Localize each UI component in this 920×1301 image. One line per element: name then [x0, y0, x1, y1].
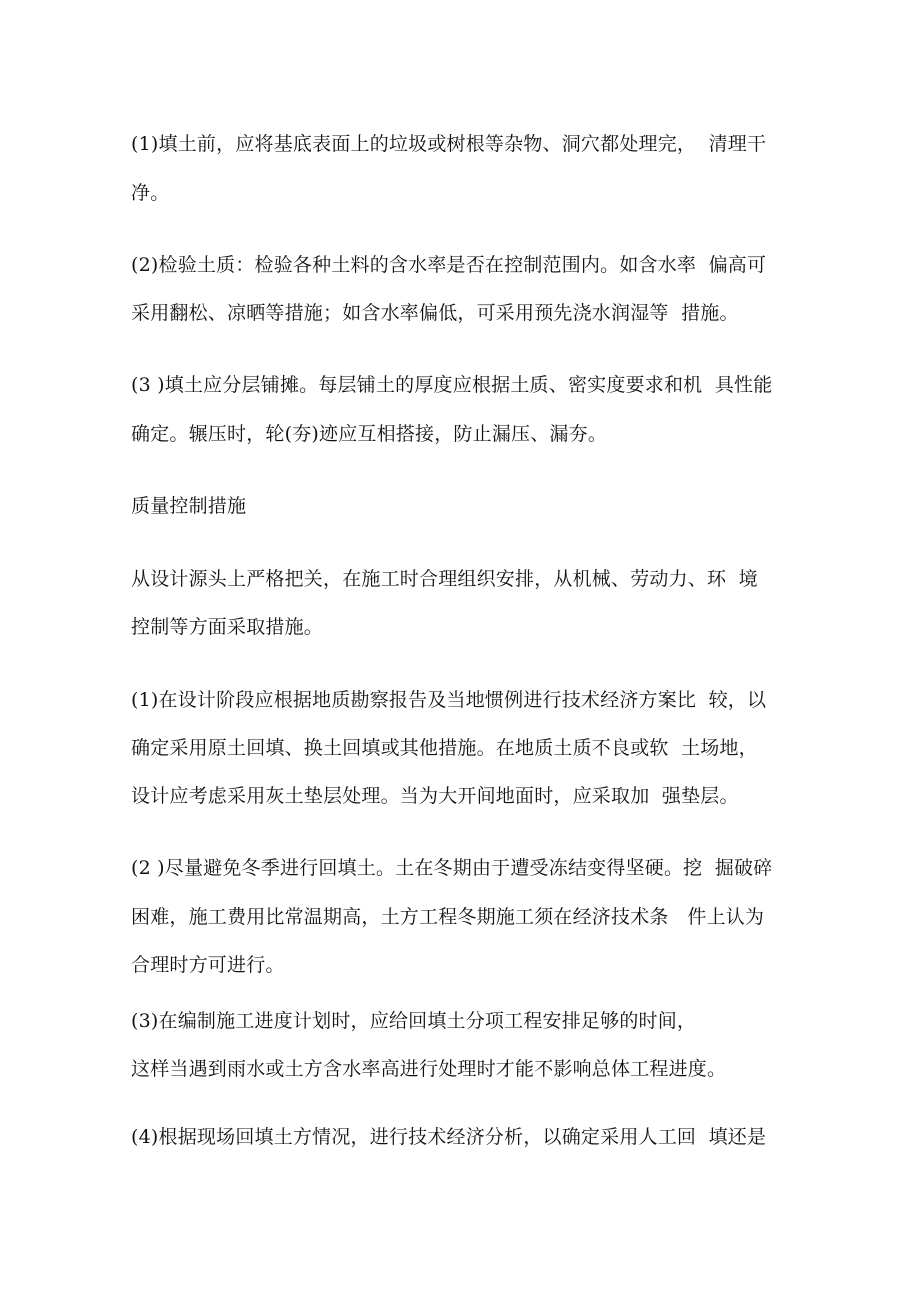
paragraph-6-line-2: 困难，施工费用比常温期高，土方工程冬期施工须在经济技术条 件上认为	[131, 906, 765, 928]
paragraph-5-line-1: (1)在设计阶段应根据地质勘察报告及当地惯例进行技术经济方案比 较，以	[131, 689, 767, 711]
section-heading: 质量控制措施	[131, 495, 247, 517]
paragraph-5-line-2: 确定采用原土回填、换土回填或其他措施。在地质土质不良或软 土场地，	[131, 737, 758, 759]
paragraph-6-line-1: (2 )尽量避免冬季进行回填土。土在冬期由于遭受冻结变得坚硬。挖 掘破碎	[131, 857, 773, 879]
paragraph-2-line-1: (2)检验土质：检验各种土料的含水率是否在控制范围内。如含水率 偏高可	[131, 254, 767, 276]
paragraph-7-line-2: 这样当遇到雨水或土方含水率高进行处理时才能不影响总体工程进度。	[131, 1058, 727, 1080]
paragraph-6-line-3: 合理时方可进行。	[131, 954, 285, 976]
paragraph-3-line-2: 确定。辗压时，轮(夯)迹应互相搭接，防止漏压、漏夯。	[131, 423, 608, 445]
paragraph-1-line-1: (1)填土前，应将基底表面上的垃圾或树根等杂物、洞穴都处理完， 清理干	[131, 133, 767, 155]
paragraph-2-line-2: 采用翻松、凉晒等措施；如含水率偏低，可采用预先浇水润湿等 措施。	[131, 302, 739, 324]
paragraph-1-line-2: 净。	[131, 182, 170, 204]
paragraph-8-line-1: (4)根据现场回填土方情况，进行技术经济分析，以确定采用人工回 填还是	[131, 1126, 767, 1148]
paragraph-4-line-2: 控制等方面采取措施。	[131, 616, 324, 638]
paragraph-5-line-3: 设计应考虑采用灰土垫层处理。当为大开间地面时，应采取加 强垫层。	[131, 785, 739, 807]
paragraph-4-line-1: 从设计源头上严格把关，在施工时合理组织安排，从机械、劳动力、环 境	[131, 568, 758, 590]
paragraph-3-line-1: (3 )填土应分层铺摊。每层铺土的厚度应根据土质、密实度要求和机 具性能	[131, 374, 773, 396]
paragraph-7-line-1: (3)在编制施工进度计划时，应给回填土分项工程安排足够的时间，	[131, 1010, 697, 1032]
